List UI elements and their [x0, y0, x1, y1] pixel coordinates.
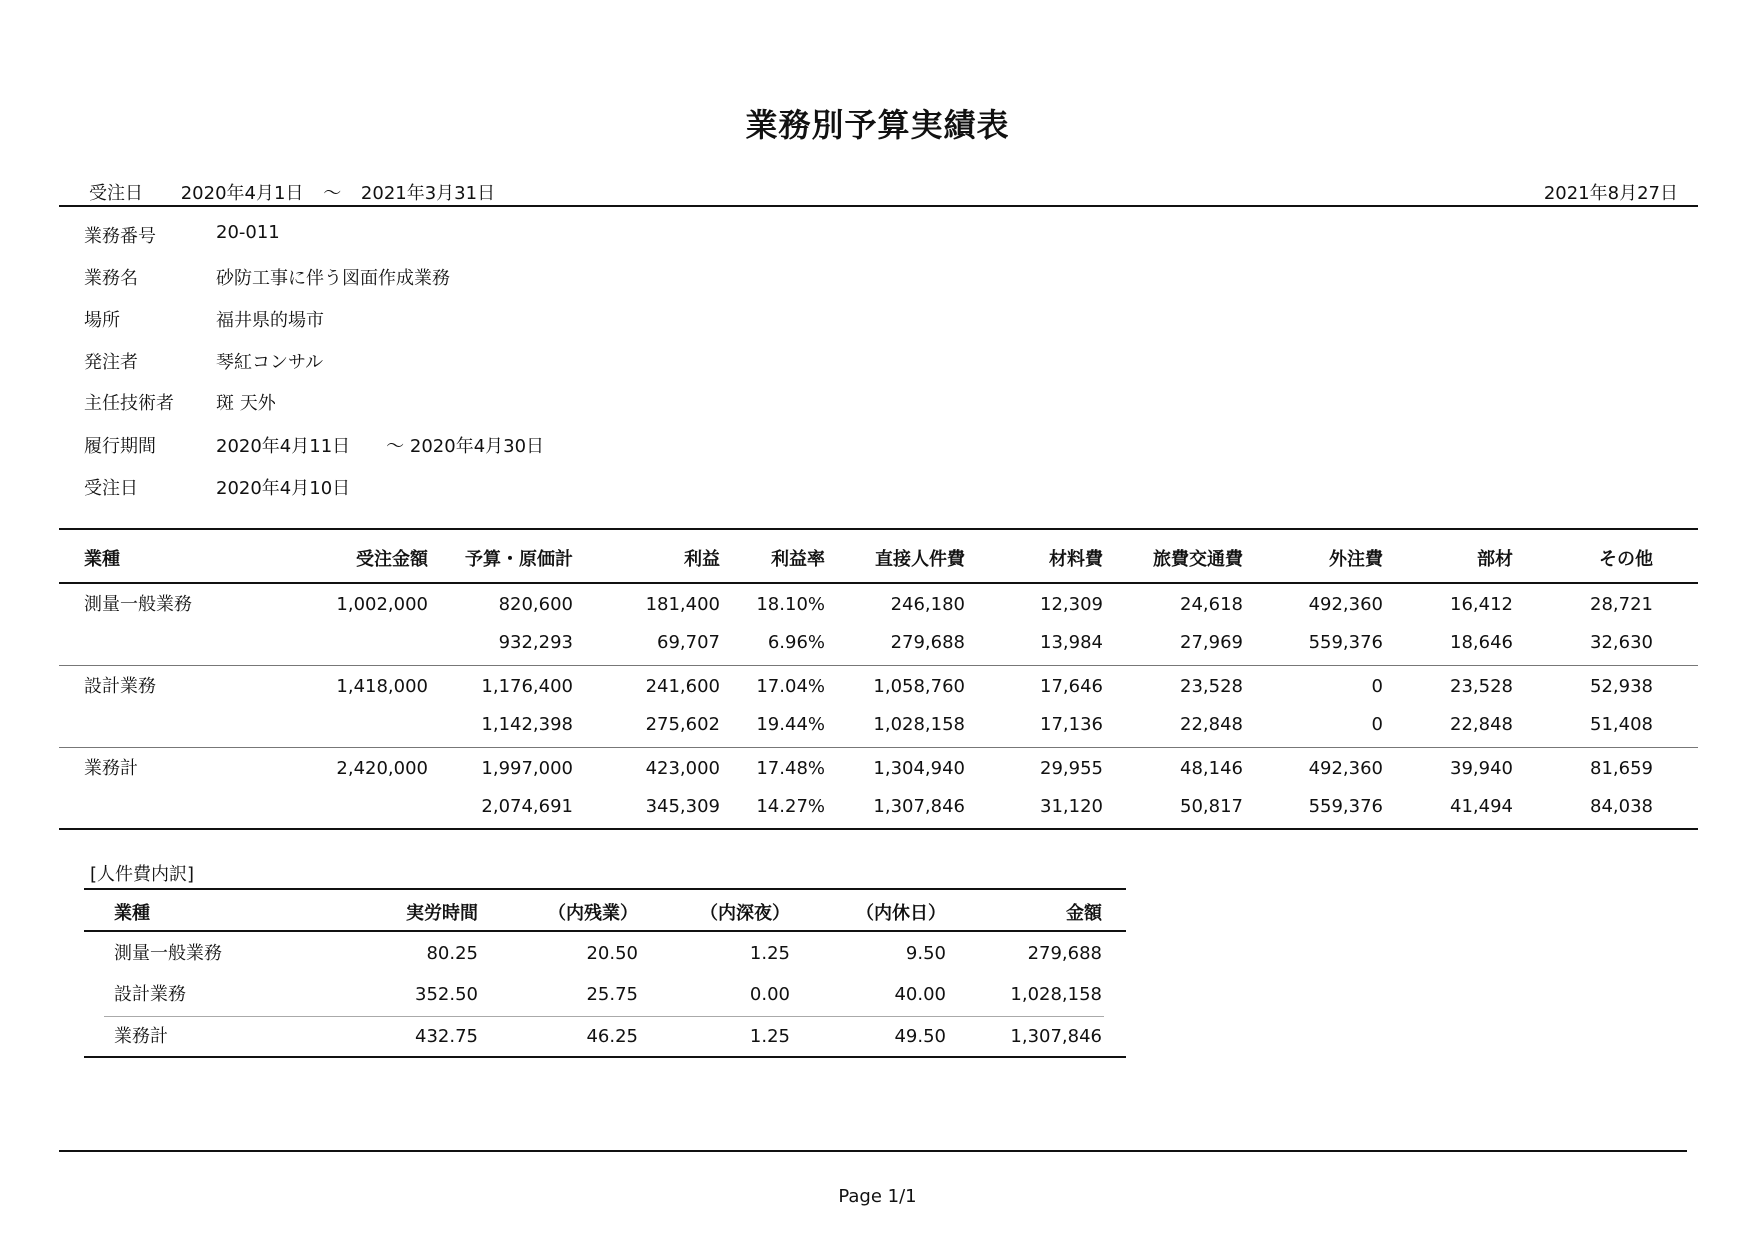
info-value: 2020年4月10日	[216, 478, 351, 499]
report-title: 業務別予算実績表	[745, 106, 1010, 144]
budget-value: 492,360	[1308, 758, 1383, 779]
table-bottom-rule	[59, 828, 1698, 830]
budget-value: 28,721	[1590, 594, 1653, 615]
actual-value: 32,630	[1590, 632, 1653, 653]
budget-value: 39,940	[1450, 758, 1513, 779]
budget-value: 241,600	[645, 676, 720, 697]
actual-value: 1,307,846	[873, 796, 965, 817]
labor-value: 1,307,846	[1010, 1026, 1102, 1047]
labor-bottom-rule	[84, 1056, 1126, 1058]
actual-value: 1,028,158	[873, 714, 965, 735]
column-header: 利益率	[771, 549, 825, 570]
header-rule	[59, 205, 1698, 207]
labor-value: 1,028,158	[1010, 984, 1102, 1005]
actual-value: 275,602	[645, 714, 720, 735]
info-label: 業務名	[84, 268, 138, 289]
budget-value: 17.48%	[756, 758, 825, 779]
labor-value: 432.75	[415, 1026, 478, 1047]
actual-value: 279,688	[890, 632, 965, 653]
actual-value: 41,494	[1450, 796, 1513, 817]
actual-value: 22,848	[1450, 714, 1513, 735]
labor-category: 測量一般業務	[114, 943, 222, 964]
actual-value: 17,136	[1040, 714, 1103, 735]
column-header: 利益	[684, 549, 720, 570]
labor-category: 業務計	[114, 1026, 168, 1047]
column-header: 受注金額	[356, 549, 428, 570]
budget-value: 0	[1371, 676, 1383, 697]
budget-value: 23,528	[1450, 676, 1513, 697]
order-amount: 1,418,000	[336, 676, 428, 697]
labor-column-header: （内休日）	[856, 903, 946, 924]
budget-value: 29,955	[1040, 758, 1103, 779]
info-value: 福井県的場市	[216, 310, 324, 331]
info-label: 業務番号	[84, 226, 156, 247]
info-value: 琴紅コンサル	[216, 352, 324, 373]
info-label: 発注者	[84, 352, 138, 373]
actual-value: 22,848	[1180, 714, 1243, 735]
info-label: 履行期間	[84, 436, 156, 457]
budget-value: 12,309	[1040, 594, 1103, 615]
column-header: 予算・原価計	[465, 549, 573, 570]
group-divider	[59, 665, 1698, 666]
actual-value: 27,969	[1180, 632, 1243, 653]
labor-top-rule	[84, 888, 1126, 890]
print-date: 2021年8月27日	[1543, 183, 1678, 204]
budget-value: 23,528	[1180, 676, 1243, 697]
labor-column-header: 実労時間	[406, 903, 478, 924]
budget-value: 1,176,400	[481, 676, 573, 697]
actual-value: 84,038	[1590, 796, 1653, 817]
labor-column-header: 業種	[114, 903, 150, 924]
budget-value: 18.10%	[756, 594, 825, 615]
budget-value: 81,659	[1590, 758, 1653, 779]
actual-value: 69,707	[657, 632, 720, 653]
labor-column-header: （内残業）	[548, 903, 638, 924]
column-header: 旅費交通費	[1153, 549, 1243, 570]
labor-value: 49.50	[894, 1026, 946, 1047]
period-from: 2020年4月1日	[180, 183, 304, 204]
labor-column-header: （内深夜）	[700, 903, 790, 924]
info-label: 場所	[84, 310, 120, 331]
labor-value: 20.50	[586, 943, 638, 964]
period-to: 2021年3月31日	[360, 183, 496, 204]
order-amount: 1,002,000	[336, 594, 428, 615]
labor-category: 設計業務	[114, 984, 186, 1005]
column-header: 業種	[84, 549, 120, 570]
labor-value: 46.25	[586, 1026, 638, 1047]
labor-value: 1.25	[749, 943, 790, 964]
budget-value: 52,938	[1590, 676, 1653, 697]
labor-value: 352.50	[415, 984, 478, 1005]
info-value: 斑 天外	[216, 393, 276, 414]
labor-column-header: 金額	[1066, 903, 1102, 924]
info-value: 砂防工事に伴う図面作成業務	[216, 268, 450, 289]
actual-value: 31,120	[1040, 796, 1103, 817]
actual-value: 559,376	[1308, 796, 1383, 817]
column-header: 材料費	[1049, 549, 1103, 570]
budget-value: 17.04%	[756, 676, 825, 697]
budget-value: 48,146	[1180, 758, 1243, 779]
labor-value: 40.00	[894, 984, 946, 1005]
actual-value: 345,309	[645, 796, 720, 817]
budget-value: 1,997,000	[481, 758, 573, 779]
footer-rule	[59, 1150, 1687, 1152]
budget-value: 820,600	[498, 594, 573, 615]
actual-value: 6.96%	[767, 632, 825, 653]
actual-value: 14.27%	[756, 796, 825, 817]
budget-value: 24,618	[1180, 594, 1243, 615]
info-label: 受注日	[84, 478, 138, 499]
budget-value: 17,646	[1040, 676, 1103, 697]
labor-value: 279,688	[1027, 943, 1102, 964]
order-period	[89, 179, 495, 205]
column-header: 外注費	[1329, 549, 1383, 570]
group-divider	[59, 747, 1698, 748]
budget-value: 423,000	[645, 758, 720, 779]
labor-section-title: [人件費内訳]	[90, 864, 195, 885]
budget-value: 16,412	[1450, 594, 1513, 615]
budget-value: 246,180	[890, 594, 965, 615]
column-header: その他	[1599, 549, 1653, 570]
category-name: 業務計	[84, 758, 138, 779]
labor-value: 80.25	[426, 943, 478, 964]
budget-value: 1,058,760	[873, 676, 965, 697]
budget-value: 181,400	[645, 594, 720, 615]
info-label: 主任技術者	[84, 393, 174, 414]
actual-value: 0	[1371, 714, 1383, 735]
info-value: 20-011	[216, 222, 280, 243]
period-label: 受注日	[89, 183, 143, 204]
category-name: 設計業務	[84, 676, 156, 697]
budget-value: 492,360	[1308, 594, 1383, 615]
actual-value: 1,142,398	[481, 714, 573, 735]
header-bottom-rule	[59, 582, 1698, 584]
period-separator: ～	[323, 183, 342, 204]
actual-value: 50,817	[1180, 796, 1243, 817]
column-header: 部材	[1477, 549, 1513, 570]
actual-value: 559,376	[1308, 632, 1383, 653]
actual-value: 19.44%	[756, 714, 825, 735]
actual-value: 13,984	[1040, 632, 1103, 653]
labor-subtotal-rule	[104, 1016, 1104, 1017]
page-number: Page 1/1	[838, 1186, 917, 1207]
actual-value: 18,646	[1450, 632, 1513, 653]
actual-value: 51,408	[1590, 714, 1653, 735]
actual-value: 2,074,691	[481, 796, 573, 817]
category-name: 測量一般業務	[84, 594, 192, 615]
labor-header-rule	[84, 930, 1126, 932]
labor-value: 25.75	[586, 984, 638, 1005]
budget-value: 1,304,940	[873, 758, 965, 779]
labor-value: 1.25	[749, 1026, 790, 1047]
info-value: 2020年4月11日 ～ 2020年4月30日	[216, 436, 545, 457]
labor-value: 0.00	[749, 984, 790, 1005]
column-header: 直接人件費	[875, 549, 965, 570]
order-amount: 2,420,000	[336, 758, 428, 779]
labor-value: 9.50	[905, 943, 946, 964]
actual-value: 932,293	[498, 632, 573, 653]
table-top-rule	[59, 528, 1698, 530]
